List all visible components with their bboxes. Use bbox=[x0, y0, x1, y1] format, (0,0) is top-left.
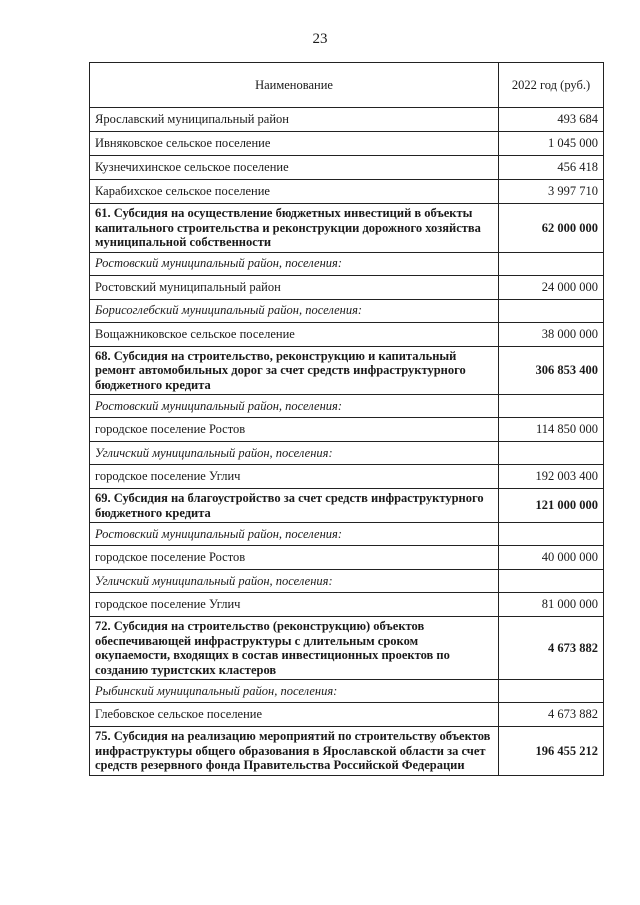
table-header-row bbox=[90, 63, 604, 108]
row-name: Угличский муниципальный район, поселения: bbox=[90, 570, 499, 593]
row-value bbox=[499, 442, 604, 465]
row-value: 114 850 000 bbox=[499, 418, 604, 442]
table-row bbox=[90, 108, 604, 132]
table-row bbox=[90, 465, 604, 489]
row-value: 493 684 bbox=[499, 108, 604, 132]
section-row bbox=[90, 204, 604, 253]
row-name: Борисоглебский муниципальный район, поселения: bbox=[90, 299, 499, 322]
subgroup-row bbox=[90, 523, 604, 546]
row-value bbox=[499, 395, 604, 418]
row-name: Глебовское сельское поселение bbox=[90, 703, 499, 727]
row-value: 38 000 000 bbox=[499, 322, 604, 346]
row-value bbox=[499, 523, 604, 546]
page-number: 23 bbox=[312, 31, 328, 47]
row-value: 3 997 710 bbox=[499, 180, 604, 204]
row-name: городское поселение Углич bbox=[90, 465, 499, 489]
table-row bbox=[90, 703, 604, 727]
subgroup-row bbox=[90, 442, 604, 465]
row-value: 121 000 000 bbox=[499, 489, 604, 523]
table-row bbox=[90, 180, 604, 204]
row-name: Кузнечихинское сельское поселение bbox=[90, 156, 499, 180]
row-name: 61. Субсидия на осуществление бюджетных инвестиций в объекты капитального строительства и реконструкции дорожного хозяйства муниципальной собственности bbox=[90, 204, 499, 253]
table-row bbox=[90, 322, 604, 346]
table-row bbox=[90, 156, 604, 180]
section-row bbox=[90, 727, 604, 776]
row-name: Ярославский муниципальный район bbox=[90, 108, 499, 132]
row-name: городское поселение Ростов bbox=[90, 546, 499, 570]
subgroup-row bbox=[90, 680, 604, 703]
row-name: Вощажниковское сельское поселение bbox=[90, 322, 499, 346]
row-value: 192 003 400 bbox=[499, 465, 604, 489]
table-row bbox=[90, 593, 604, 617]
header-value: 2022 год (руб.) bbox=[499, 63, 604, 108]
row-value: 4 673 882 bbox=[499, 703, 604, 727]
row-value: 40 000 000 bbox=[499, 546, 604, 570]
row-value bbox=[499, 299, 604, 322]
subgroup-row bbox=[90, 395, 604, 418]
row-value bbox=[499, 570, 604, 593]
section-row bbox=[90, 346, 604, 395]
table-row bbox=[90, 132, 604, 156]
row-value: 306 853 400 bbox=[499, 346, 604, 395]
row-value: 456 418 bbox=[499, 156, 604, 180]
row-name: Ивняковское сельское поселение bbox=[90, 132, 499, 156]
row-name: Карабихское сельское поселение bbox=[90, 180, 499, 204]
row-value: 24 000 000 bbox=[499, 275, 604, 299]
row-name: 75. Субсидия на реализацию мероприятий по строительству объектов инфраструктуры общего образования в Ярославской области за счет средств резервного фонда Правительства Российской Федерации bbox=[90, 727, 499, 776]
row-name: Ростовский муниципальный район, поселения: bbox=[90, 523, 499, 546]
row-name: Ростовский муниципальный район, поселения: bbox=[90, 395, 499, 418]
row-name: 68. Субсидия на строительство, реконструкцию и капитальный ремонт автомобильных дорог за счет средств инфраструктурного бюджетного кредита bbox=[90, 346, 499, 395]
table-row bbox=[90, 275, 604, 299]
row-value: 4 673 882 bbox=[499, 617, 604, 680]
row-value: 81 000 000 bbox=[499, 593, 604, 617]
row-name: Ростовский муниципальный район bbox=[90, 275, 499, 299]
row-value: 196 455 212 bbox=[499, 727, 604, 776]
table-row bbox=[90, 546, 604, 570]
budget-table bbox=[89, 62, 604, 776]
row-name: городское поселение Ростов bbox=[90, 418, 499, 442]
row-value: 1 045 000 bbox=[499, 132, 604, 156]
row-value bbox=[499, 252, 604, 275]
subgroup-row bbox=[90, 252, 604, 275]
header-name: Наименование bbox=[90, 63, 499, 108]
table-body bbox=[90, 108, 604, 776]
row-name: 72. Субсидия на строительство (реконструкцию) объектов обеспечивающей инфраструктуры с длительным сроком окупаемости, входящих в состав инвестиционных проектов по созданию туристских кластеров bbox=[90, 617, 499, 680]
section-row bbox=[90, 489, 604, 523]
row-value bbox=[499, 680, 604, 703]
row-value: 62 000 000 bbox=[499, 204, 604, 253]
row-name: Ростовский муниципальный район, поселения: bbox=[90, 252, 499, 275]
subgroup-row bbox=[90, 570, 604, 593]
row-name: Угличский муниципальный район, поселения: bbox=[90, 442, 499, 465]
subgroup-row bbox=[90, 299, 604, 322]
section-row bbox=[90, 617, 604, 680]
row-name: 69. Субсидия на благоустройство за счет средств инфраструктурного бюджетного кредита bbox=[90, 489, 499, 523]
row-name: городское поселение Углич bbox=[90, 593, 499, 617]
table-row bbox=[90, 418, 604, 442]
row-name: Рыбинский муниципальный район, поселения: bbox=[90, 680, 499, 703]
